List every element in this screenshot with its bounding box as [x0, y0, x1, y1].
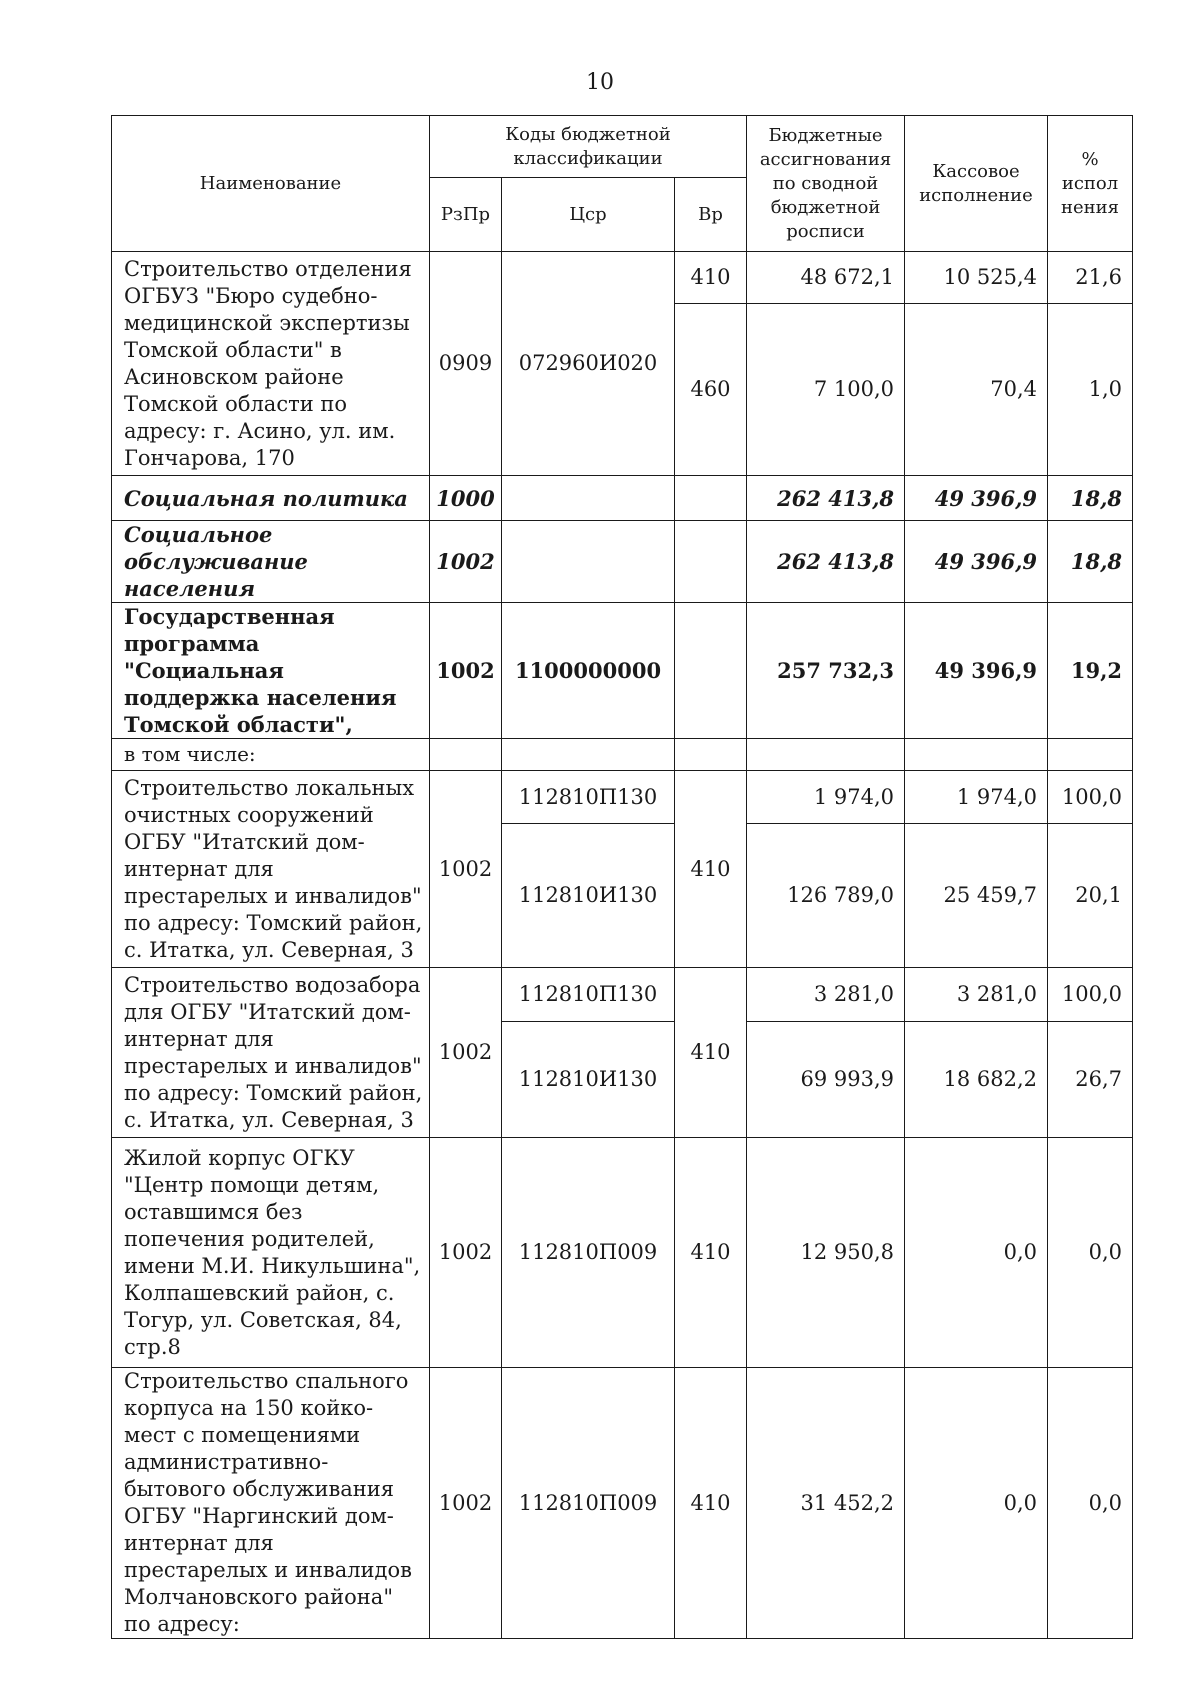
table-row: [112, 476, 1133, 521]
row-budget: 48 672,1: [747, 252, 905, 304]
row-vr: 410: [675, 771, 747, 968]
row-percent: 19,2: [1048, 603, 1133, 739]
row-csr: 112810П009: [502, 1138, 675, 1368]
row-csr: 112810П009: [502, 1368, 675, 1639]
row-percent: 0,0: [1048, 1138, 1133, 1368]
row-cash: 49 396,9: [905, 521, 1048, 603]
row-budget: 69 993,9: [747, 1022, 905, 1138]
table-row: [112, 521, 1133, 603]
row-csr: 112810И130: [502, 824, 675, 968]
row-csr: [502, 476, 675, 521]
table-row: [112, 1138, 1133, 1368]
table-row: [112, 603, 1133, 739]
row-name: Социальная политика: [112, 476, 430, 521]
row-percent: 21,6: [1048, 252, 1133, 304]
row-cash: 25 459,7: [905, 824, 1048, 968]
row-name: Социальное обслуживание населения: [112, 521, 430, 603]
table-row: [112, 968, 1133, 1022]
row-cash: 3 281,0: [905, 968, 1048, 1022]
row-percent: 1,0: [1048, 304, 1133, 476]
header-percent: % испол нения: [1048, 116, 1133, 252]
row-vr: [675, 603, 747, 739]
row-budget: 262 413,8: [747, 476, 905, 521]
row-cash: 49 396,9: [905, 476, 1048, 521]
row-budget: 31 452,2: [747, 1368, 905, 1639]
row-name: Строительство локальных очистных сооружений ОГБУ "Итатский дом-интернат для престарелых и инвалидов" по адресу: Томский район, с. Итатка, ул. Северная, 3: [112, 771, 430, 968]
row-rzpr: 1002: [430, 603, 502, 739]
row-percent: 100,0: [1048, 968, 1133, 1022]
row-vr: 410: [675, 252, 747, 304]
row-percent: 18,8: [1048, 521, 1133, 603]
row-vr: 410: [675, 968, 747, 1138]
header-budget: Бюджетные ассигнования по сводной бюджетной росписи: [747, 116, 905, 252]
row-rzpr: 1002: [430, 771, 502, 968]
row-vr: 460: [675, 304, 747, 476]
header-rzpr: РзПр: [430, 178, 502, 252]
row-cash: 0,0: [905, 1138, 1048, 1368]
row-cash: 1 974,0: [905, 771, 1048, 824]
row-csr: [502, 521, 675, 603]
row-cash: 70,4: [905, 304, 1048, 476]
row-budget: 3 281,0: [747, 968, 905, 1022]
row-percent: 20,1: [1048, 824, 1133, 968]
row-name: Строительство отделения ОГБУЗ "Бюро судебно-медицинской экспертизы Томской области" в Асиновском районе Томской области по адресу: г. Асино, ул. им. Гончарова, 170: [112, 252, 430, 476]
row-vr: [675, 521, 747, 603]
row-budget: 262 413,8: [747, 521, 905, 603]
row-name: Строительство водозабора для ОГБУ "Итатский дом-интернат для престарелых и инвалидов" по адресу: Томский район, с. Итатка, ул. Северная, 3: [112, 968, 430, 1138]
row-rzpr: 1002: [430, 968, 502, 1138]
row-budget: 257 732,3: [747, 603, 905, 739]
row-name: Жилой корпус ОГКУ "Центр помощи детям, оставшимся без попечения родителей, имени М.И. Никульшина", Колпашевский район, с. Тогур, ул. Советская, 84, стр.8: [112, 1138, 430, 1368]
row-budget: 7 100,0: [747, 304, 905, 476]
row-rzpr: 1002: [430, 1368, 502, 1639]
row-csr: 112810П130: [502, 968, 675, 1022]
row-rzpr: 0909: [430, 252, 502, 476]
row-percent: 100,0: [1048, 771, 1133, 824]
row-percent: 18,8: [1048, 476, 1133, 521]
row-cash: 10 525,4: [905, 252, 1048, 304]
row-name: Строительство спального корпуса на 150 койко-мест с помещениями административно-бытового обслуживания ОГБУ "Наргинский дом-интернат для престарелых и инвалидов Молчановского района" по адресу:: [112, 1368, 430, 1639]
row-percent: 26,7: [1048, 1022, 1133, 1138]
row-budget: 126 789,0: [747, 824, 905, 968]
row-csr: 112810П130: [502, 771, 675, 824]
header-codes: Коды бюджетной классификации: [430, 116, 747, 178]
row-rzpr: 1002: [430, 1138, 502, 1368]
header-cash: Кассовое исполнение: [905, 116, 1048, 252]
row-vr: 410: [675, 1138, 747, 1368]
row-name: Государственная программа "Социальная поддержка населения Томской области",: [112, 603, 430, 739]
header-csr: Цср: [502, 178, 675, 252]
row-vr: [675, 476, 747, 521]
row-cash: 0,0: [905, 1368, 1048, 1639]
row-vr: [675, 739, 747, 771]
table-row: [112, 771, 1133, 824]
row-cash: 49 396,9: [905, 603, 1048, 739]
row-percent: [1048, 739, 1133, 771]
table-row: [112, 252, 1133, 304]
row-name: в том числе:: [112, 739, 430, 771]
table-row: [112, 1368, 1133, 1639]
row-budget: [747, 739, 905, 771]
row-csr: [502, 739, 675, 771]
budget-table: [111, 115, 1133, 1639]
page-number: 10: [586, 70, 614, 95]
row-csr: 1100000000: [502, 603, 675, 739]
table-row: [112, 739, 1133, 771]
row-vr: 410: [675, 1368, 747, 1639]
row-cash: 18 682,2: [905, 1022, 1048, 1138]
row-budget: 12 950,8: [747, 1138, 905, 1368]
row-rzpr: [430, 739, 502, 771]
row-percent: 0,0: [1048, 1368, 1133, 1639]
header-vr: Вр: [675, 178, 747, 252]
row-rzpr: 1002: [430, 521, 502, 603]
header-name: Наименование: [112, 116, 430, 252]
row-csr: 112810И130: [502, 1022, 675, 1138]
row-csr: 072960И020: [502, 252, 675, 476]
row-budget: 1 974,0: [747, 771, 905, 824]
row-rzpr: 1000: [430, 476, 502, 521]
row-cash: [905, 739, 1048, 771]
